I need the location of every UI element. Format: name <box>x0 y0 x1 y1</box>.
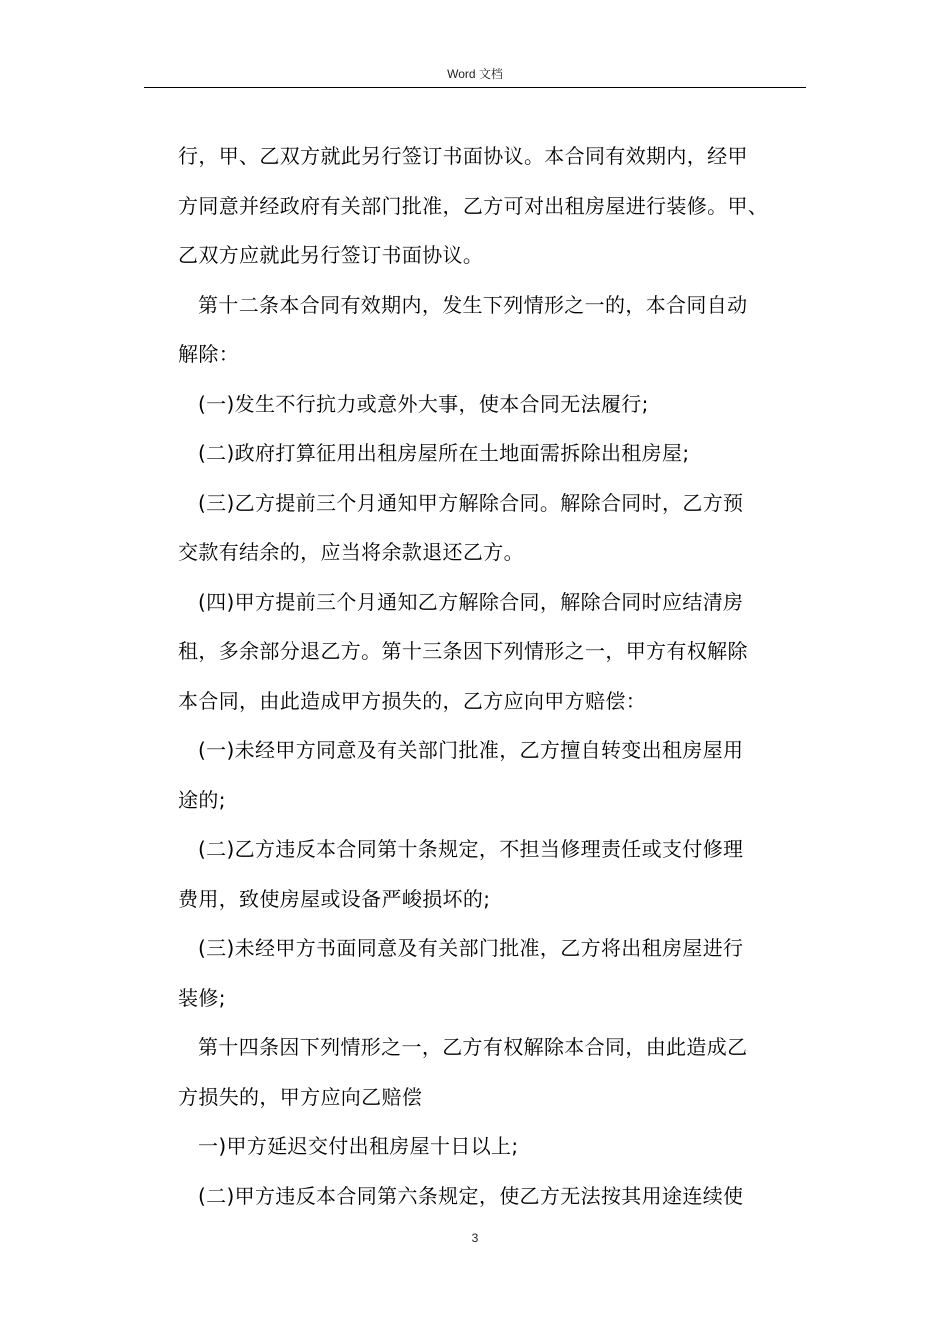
page-header: Word 文档 <box>447 67 503 81</box>
text-line: (一)未经甲方同意及有关部门批准，乙方擅自转变出租房屋用 <box>198 738 744 762</box>
text-line: 费用，致使房屋或设备严峻损坏的; <box>178 886 491 911</box>
text-line: (二)乙方违反本合同第十条规定，不担当修理责任或支付修理 <box>198 837 744 861</box>
text-line: (三)乙方提前三个月通知甲方解除合同。解除合同时，乙方预 <box>198 490 744 515</box>
text-line: 租，多余部分退乙方。第十三条因下列情形之一，甲方有权解除 <box>178 639 748 663</box>
header-divider <box>144 87 806 88</box>
page-number: 3 <box>471 1231 479 1245</box>
text-line: 解除： <box>178 342 240 366</box>
text-line: (四)甲方提前三个月通知乙方解除合同，解除合同时应结清房 <box>198 589 744 614</box>
text-line: 乙双方应就此另行签订书面协议。 <box>178 243 484 267</box>
text-line: 行，甲、乙双方就此另行签订书面协议。本合同有效期内，经甲 <box>178 144 748 168</box>
text-line: 交款有结余的，应当将余款退还乙方。 <box>178 540 524 564</box>
text-line: 方同意并经政府有关部门批准，乙方可对出租房屋进行装修。甲、 <box>178 193 769 218</box>
text-line: (二)政府打算征用出租房屋所在土地面需拆除出租房屋; <box>198 441 690 465</box>
text-line: 第十四条因下列情形之一，乙方有权解除本合同，由此造成乙 <box>198 1035 748 1059</box>
text-line: 装修; <box>178 985 226 1010</box>
text-line: (三)未经甲方书面同意及有关部门批准，乙方将出租房屋进行 <box>198 936 744 960</box>
text-line: (一)发生不行抗力或意外大事，使本合同无法履行; <box>198 391 649 416</box>
document-body <box>178 132 818 1221</box>
text-line: 本合同，由此造成甲方损失的，乙方应向甲方赔偿： <box>178 688 647 713</box>
text-line: (二)甲方违反本合同第六条规定，使乙方无法按其用途连续使 <box>198 1183 744 1208</box>
text-line: 第十二条本合同有效期内，发生下列情形之一的，本合同自动 <box>198 292 748 317</box>
text-line: 途的; <box>178 787 226 812</box>
text-line: 方损失的，甲方应向乙赔偿 <box>178 1084 423 1109</box>
text-line: 一)甲方延迟交付出租房屋十日以上; <box>198 1134 519 1158</box>
